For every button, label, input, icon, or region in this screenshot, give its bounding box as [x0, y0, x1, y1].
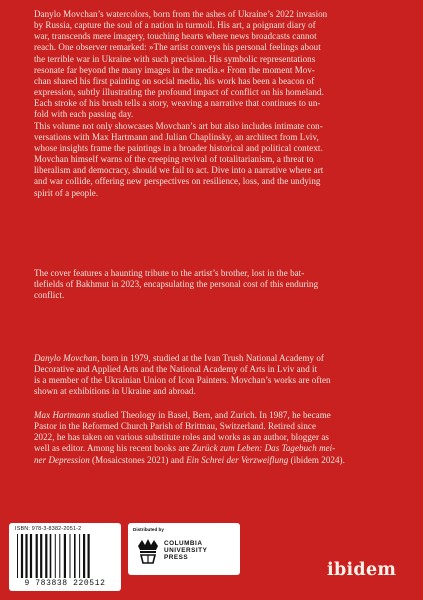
book-title: Ein Schrei der Verzweiflung	[186, 454, 289, 465]
barcode-bar	[25, 534, 27, 578]
barcode-number: 9 783838 220512	[24, 579, 106, 588]
blurb-line: The cover features a haunting tribute to the artist’s brother, lost in the bat-	[34, 268, 305, 278]
bio-text: , born in 1979, studied at the Ivan Trush National Academy of	[97, 353, 324, 363]
barcode-bar	[21, 534, 23, 578]
barcode-bar	[50, 534, 52, 578]
blurb-line: tlefields of Bakhmut in 2023, encapsulating the personal cost of this enduring	[34, 279, 319, 290]
blurb-cover-note	[34, 268, 396, 301]
blurb-line: Each stroke of his brush tells a story, weaving a narrative that continues to un-	[34, 98, 321, 109]
publisher-logo: ibidem	[327, 560, 397, 580]
blurb-line: Movchan himself warns of the creeping revival of totalitarianism, a threat to	[34, 154, 314, 165]
blurb-line: by Russia, capture the soul of a nation in turmoil. His art, a poignant diary of	[34, 20, 316, 31]
author-name: Danylo Movchan	[34, 353, 98, 363]
bio-line: 2022, he has taken on various substitute roles and works as an author, blogger as	[34, 432, 329, 443]
blurb-line: the terrible war in Ukraine with such precision. His symbolic representations	[34, 53, 316, 64]
bio-text: well as editor. Among his recent books are	[34, 443, 192, 454]
barcode-bar	[59, 534, 60, 578]
bio-hartmann	[34, 410, 396, 466]
blurb-line: expression, subtly illustrating the profound impact of conflict on his homeland.	[34, 87, 324, 98]
bio-text: (Mosaicstones 2021) and	[89, 454, 187, 465]
blurb-line: liberalism and democracy, should we fail to act. Dive into a narrative where art	[34, 165, 324, 176]
bio-line: Pastor in the Reformed Church Parish of Brittnau, Switzerland. Retired since	[34, 421, 316, 432]
blurb-line: conflict.	[34, 290, 65, 301]
barcode-bar	[45, 534, 47, 578]
press-line: UNIVERSITY	[164, 547, 208, 555]
barcode-bar	[74, 534, 76, 578]
bio-line	[34, 443, 396, 454]
blurb-line: fold with each passing day.	[34, 109, 134, 120]
barcode-bar	[88, 534, 90, 578]
barcode-bar	[30, 534, 32, 578]
bio-line: Decorative and Applied Arts and the National Academy of Arts in Lviv and it	[34, 364, 318, 375]
blurb-line: spirit of a people.	[34, 187, 99, 198]
bio-line	[34, 353, 396, 364]
blurb-line: reach. One observer remarked: »The artist conveys his personal feelings about	[34, 42, 321, 53]
book-title: Zurück zum Leben: Das Tagebuch mei-	[191, 443, 336, 454]
blurb-line: versations with Max Hartmann and Julian Chaplinsky, an architect from Lviv,	[34, 131, 319, 142]
blurb-line: and war collide, offering new perspectives on resilience, loss, and the undying	[34, 176, 321, 187]
barcode-bar	[55, 534, 56, 578]
blurb-line: chan shared his first painting on social media, his work has been a beacon of	[34, 75, 315, 86]
blurb-line: This volume not only showcases Movchan’s art but also includes intimate con-	[34, 120, 323, 131]
columbia-crown-logo-icon	[136, 538, 160, 564]
bio-movchan	[34, 353, 396, 398]
columbia-university-press-name	[164, 540, 207, 562]
barcode-bar	[70, 534, 71, 578]
barcode-bar	[17, 534, 18, 578]
press-line: PRESS	[164, 554, 189, 562]
barcode-bar	[40, 534, 42, 578]
isbn-label: ISBN: 978-3-8382-2051-2	[15, 526, 82, 532]
book-title: ner Depression	[34, 454, 90, 465]
bio-line	[34, 410, 396, 421]
bio-line: shown at exhibitions in Ukraine and abroad.	[34, 386, 196, 397]
blurb-main	[34, 9, 396, 199]
barcode-bars	[15, 534, 115, 578]
bio-line	[34, 455, 396, 466]
bio-text: (ibidem 2024).	[288, 454, 345, 465]
blurb-line: war, transcends mere imagery, touching hearts where news broadcasts cannot	[34, 31, 317, 42]
press-line: COLUMBIA	[164, 540, 203, 547]
bio-text: studied Theology in Basel, Bern, and Zurich. In 1987, he became	[89, 410, 331, 420]
barcode-bar	[79, 534, 80, 578]
barcode-bar	[64, 534, 66, 578]
blurb-line: whose insights frame the paintings in a broader historical and political context.	[34, 142, 323, 153]
distributor-box	[128, 523, 240, 575]
distributor-label: Distributed by	[133, 527, 164, 532]
barcode-bar	[36, 534, 38, 578]
bio-line: is a member of the Ukrainian Union of Icon Painters. Movchan’s works are often	[34, 375, 331, 386]
barcode	[9, 523, 121, 591]
blurb-line: resonate far beyond the many images in the media.« From the moment Mov-	[34, 64, 315, 75]
barcode-bar	[83, 534, 85, 578]
author-name: Max Hartmann	[34, 410, 90, 420]
blurb-line: Danylo Movchan’s watercolors, born from the ashes of Ukraine’s 2022 invasion	[34, 9, 328, 19]
